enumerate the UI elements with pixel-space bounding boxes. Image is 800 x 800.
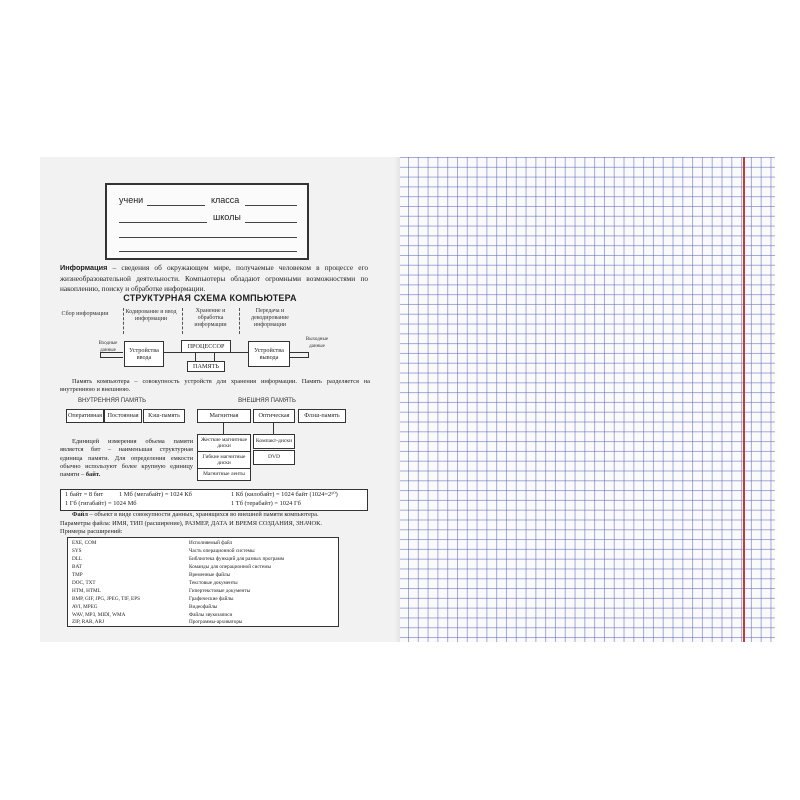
ext-name: SYS [72,548,82,554]
signature-box [105,183,309,260]
external-memory-title: ВНЕШНЯЯ ПАМЯТЬ [238,398,296,404]
stage-transfer: Передача и декодирование информации [251,308,289,328]
file-text: – объект в виде совокупности данных, хранящихся во внешней памяти компьютера. [87,511,319,518]
ext-desc: Видеофайлы [189,604,218,610]
ext-row [72,596,332,602]
floppy-disks: Гибкие магнитные диски [197,451,251,469]
scheme-title: СТРУКТУРНАЯ СХЕМА КОМПЬЮТЕРА [123,293,297,303]
bus-line-2 [214,352,215,361]
external-flash: Флэш-память [298,409,346,423]
intro-term: Информация [60,263,108,272]
ext-row [72,612,332,618]
ext-row [72,604,332,610]
unit-tb: 1 Тб (терабайт) = 1024 Гб [231,500,301,507]
ext-row [72,540,332,546]
input-data-label: Входные данные [98,341,118,353]
ext-name: DLL [72,556,83,562]
extensions-table [67,537,339,627]
ext-desc: Файлы звукозаписи [189,612,233,618]
squared-grid-page [400,157,775,642]
ext-row [72,580,332,586]
ext-row [72,564,332,570]
sig-row-school [119,212,297,224]
ext-row [72,556,332,562]
internal-memory-title: ВНУТРЕННЯЯ ПАМЯТЬ [77,398,147,404]
margin-line [743,157,745,642]
file-params: Параметры файла: ИМЯ, ТИП (расширение), РАЗМЕР, ДАТА И ВРЕМЯ СОЗДАНИЯ, ЗНАЧОК. [60,520,323,527]
input-arrow [100,352,123,358]
stage-store: Хранение и обработка информации [194,308,227,328]
ext-row [72,548,332,554]
ext-name: WAV, MP3, MIDI, WMA [72,612,126,618]
stage-encode: Кодирование и ввод информации [125,309,177,322]
units-text [60,438,193,479]
sig-row-student [119,195,297,207]
stage-collect: Сбор информации [61,311,109,317]
processor-box: ПРОЦЕССОР [181,340,231,353]
ext-desc: Программы-архиваторы [189,619,243,625]
ext-desc: Графические файлы [189,596,234,602]
internal-cache: Кэш-память [143,409,185,423]
sig-school-line-b [245,222,297,223]
memory-text: Память компьютера – совокупность устройств для хранения информации. Память разделяется на внутреннюю и внешнюю. [60,378,370,394]
sig-row-3 [119,227,297,239]
ext-desc: Часть операционной системы [189,548,255,554]
divider-3 [239,308,240,334]
divider-1 [123,308,124,334]
ext-desc: Исполняемый файл [189,540,233,546]
internal-ram: Оперативная [66,409,104,423]
sig-class-label: класса [211,195,240,205]
unit-gb: 1 Гб (гигабайт) = 1024 Мб [65,500,137,507]
units-text-bold: байт. [84,471,101,479]
output-arrow [290,352,309,358]
ext-name: EXE, COM [72,540,97,546]
external-magnetic: Магнитная [197,409,251,423]
bus-line-1 [195,352,196,361]
sig-row-4 [119,241,297,253]
ext-desc: Гипертекстовые документы [189,588,251,594]
sig-line-3 [119,237,297,238]
optical-connector [273,422,274,434]
ext-row [72,588,332,594]
ext-desc: Временные файлы [189,572,231,578]
sig-class-line [245,205,297,206]
magnetic-tapes: Магнитные ленты [197,468,251,481]
external-optical: Оптическая [253,409,295,423]
units-box [60,489,368,511]
ext-name: BMP, GIF, JPG, JPEG, TIF, EPS [72,596,140,602]
file-definition [60,511,370,519]
output-devices-box: Устройства вывода [248,341,290,367]
ext-name: ZIP, RAR, ARJ [72,619,104,625]
ext-desc: Библиотека функций для разных программ [189,556,285,562]
internal-rom: Постоянная [104,409,142,423]
sig-student-line [147,205,205,206]
intro-paragraph [60,263,368,295]
hard-disks: Жесткие магнитные диски [197,434,251,452]
arrow-input-processor [163,352,181,353]
ext-row [72,572,332,578]
input-devices-box: Устройства ввода [124,341,164,367]
intro-text: – сведения об окружающем мире, получаемые человеком в процессе его жизнеобразовательной деятельности. Компьютеры обладают огромными возможностями по накоплению, поиску и обработке информации. [60,263,368,293]
ext-row [72,619,332,625]
file-examples-label: Примеры расширений: [60,528,123,535]
units-text-body: Единицей измерения объема памяти является бит – наименьшая структурная единица памяти. Для определения емкости обычно используют более крупную единицу памяти – [60,438,193,479]
ext-name: AVI, MPEG [72,604,98,610]
sig-school-label: школы [213,212,241,222]
ext-desc: Команды для операционной системы [189,564,272,570]
sig-school-line-a [119,222,207,223]
ext-name: HTM, HTML [72,588,101,594]
compact-discs: Компакт-диски [253,434,295,449]
ext-name: BAT [72,564,82,570]
divider-2 [182,308,183,334]
sig-student-label: учени [119,195,144,205]
magnetic-connector [223,422,224,434]
dvd: DVD [253,450,295,465]
file-term: Файл [72,511,88,518]
ext-desc: Текстовые документы [189,580,238,586]
output-data-label: Выходные данные [305,337,329,349]
memory-box: ПАМЯТЬ [187,361,225,372]
ext-name: TMP [72,572,83,578]
unit-mb: 1 Мб (мегабайт) = 1024 Кб [119,491,192,498]
sig-line-4 [119,251,297,252]
unit-byte: 1 байт = 8 бит [65,491,104,498]
unit-kb: 1 Кб (килобайт) = 1024 байт (1024=2¹⁰) [231,491,338,498]
arrow-processor-output [230,352,248,353]
ext-name: DOC, TXT [72,580,96,586]
